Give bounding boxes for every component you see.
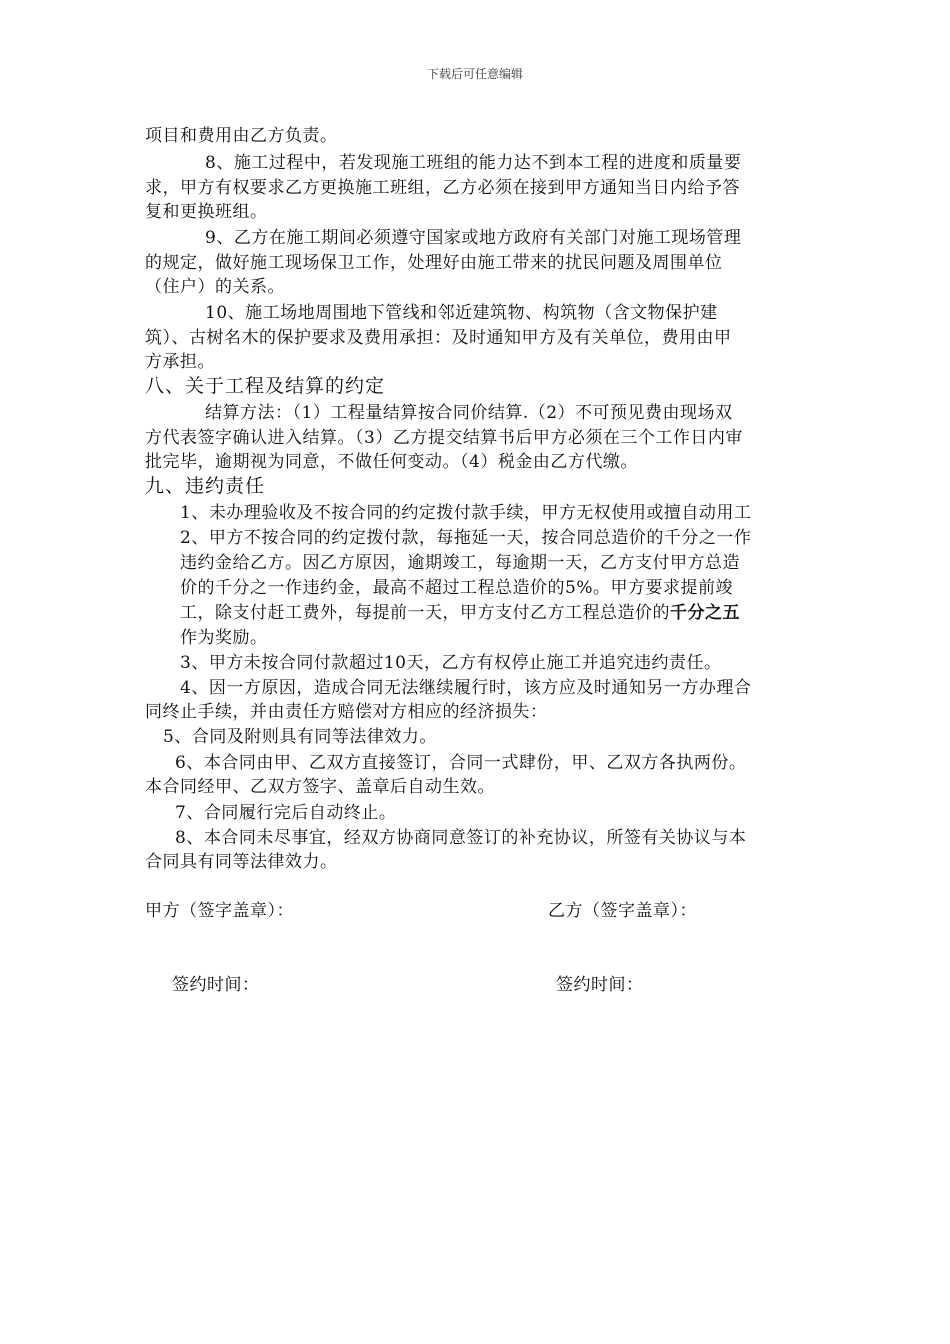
section-heading-breach: 九、违约责任: [145, 475, 266, 497]
emphasis-text: 千分之五: [670, 603, 740, 623]
body-line: 求，甲方有权要求乙方更换施工班组，乙方必须在接到甲方通知当日内给予答: [145, 178, 740, 198]
body-line: 筑）、古树名木的保护要求及费用承担：及时通知甲方及有关单位，费用由甲: [145, 328, 732, 348]
body-line: （住户）的关系。: [145, 277, 285, 297]
breach-item-2: 2、甲方不按合同的约定拨付款，每拖延一天，按合同总造价的千分之一作: [180, 528, 752, 548]
body-text: 工，除支付赶工费外，每提前一天，甲方支付乙方工程总造价的: [180, 603, 670, 623]
body-line: 合同具有同等法律效力。: [145, 852, 338, 872]
breach-item-6: 6、本合同由甲、乙双方直接签订，合同一式肆份，甲、乙双方各执两份。: [175, 753, 747, 773]
body-line: 违约金给乙方。因乙方原因，逾期竣工，每逾期一天，乙方支付甲方总造: [180, 553, 740, 573]
party-b-date-label: 签约时间：: [556, 975, 644, 995]
body-line: 本合同经甲、乙双方签字、盖章后自动生效。: [145, 777, 495, 797]
body-line: 批完毕，逾期视为同意，不做任何变动。（4）税金由乙方代缴。: [145, 452, 638, 472]
clause-8-line: 8、施工过程中，若发现施工班组的能力达不到本工程的进度和质量要: [205, 153, 742, 173]
clause-9-line: 9、乙方在施工期间必须遵守国家或地方政府有关部门对施工现场管理: [205, 228, 742, 248]
body-line: 方代表签字确认进入结算。（3）乙方提交结算书后甲方必须在三个工作日内审: [145, 428, 743, 448]
body-line: 复和更换班组。: [145, 202, 268, 222]
body-line: 同终止手续，并由责任方赔偿对方相应的经济损失：: [145, 702, 548, 722]
breach-item-4: 4、因一方原因，造成合同无法继续履行时，该方应及时通知另一方办理合: [180, 678, 752, 698]
body-line: 方承担。: [145, 352, 215, 372]
breach-item-5: 5、合同及附则具有同等法律效力。: [163, 727, 437, 747]
page-header: 下载后可任意编辑: [426, 67, 523, 81]
party-b-signature-label: 乙方（签字盖章）：: [548, 901, 697, 921]
clause-10-line: 10、施工场地周围地下管线和邻近建筑物、构筑物（含文物保护建: [205, 303, 718, 323]
breach-item-8: 8、本合同未尽事宜，经双方协商同意签订的补充协议，所签有关协议与本: [175, 828, 747, 848]
section-heading-settlement: 八、关于工程及结算的约定: [145, 375, 386, 397]
body-line: 项目和费用由乙方负责。: [145, 126, 338, 146]
body-line: 作为奖励。: [180, 628, 268, 648]
body-line: 价的千分之一作违约金，最高不超过工程总造价的5%。甲方要求提前竣: [180, 578, 733, 598]
body-line: [180, 602, 740, 624]
settlement-line: 结算方法：（1）工程量结算按合同价结算.（2）不可预见费由现场双: [205, 403, 733, 423]
party-a-signature-label: 甲方（签字盖章）：: [145, 901, 294, 921]
breach-item-3: 3、甲方未按合同付款超过10天，乙方有权停止施工并追究违约责任。: [180, 653, 722, 673]
breach-item-7: 7、合同履行完后自动终止。: [175, 803, 397, 823]
body-line: 的规定，做好施工现场保卫工作，处理好由施工带来的扰民问题及周围单位: [145, 253, 723, 273]
party-a-date-label: 签约时间：: [172, 975, 260, 995]
breach-item-1: 1、未办理验收及不按合同的约定拨付款手续，甲方无权使用或擅自动用工: [180, 503, 752, 523]
